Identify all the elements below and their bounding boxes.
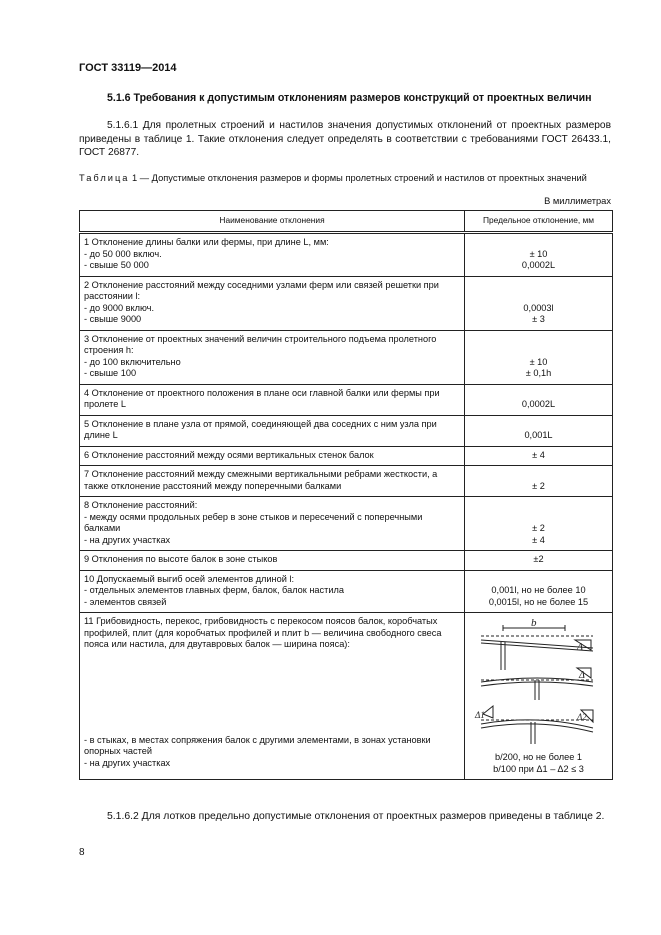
deviation-name-line: - до 50 000 включ. bbox=[84, 248, 162, 259]
deviation-name-line: 11 Грибовидность, перекос, грибовидность с перекосом поясов балок, коробчатых профилей, плит (для коробчатых профилей и плит b — величина свободного свеса пояса или настила, для двутавровых балок — ширина пояса): bbox=[84, 616, 442, 649]
deviation-name-line: 7 Отклонение расстояний между смежными вертикальными ребрами жесткости, а также отклонение расстояний между поперечными балками bbox=[84, 469, 438, 491]
limit-value-cell bbox=[465, 570, 613, 613]
table-caption bbox=[79, 172, 611, 184]
table-caption-word: Таблица bbox=[79, 173, 130, 183]
deviation-name-line: 2 Отклонение расстояний между соседними узлами ферм или связей решетки при расстоянии l: bbox=[84, 279, 439, 301]
document-header: ГОСТ 33119—2014 bbox=[79, 62, 177, 74]
limit-value: 0,001l, но не более 10 bbox=[491, 585, 586, 595]
deviation-name-cell bbox=[80, 233, 465, 277]
deviation-name-line: 5 Отклонение в плане узла от прямой, соединяющей два соседних с ним узла при длине L bbox=[84, 418, 437, 440]
deviation-name-line: - между осями продольных ребер в зоне стыков и пересечений с поперечными балками bbox=[84, 511, 423, 533]
table-row bbox=[80, 233, 613, 277]
table-header-row bbox=[80, 211, 613, 233]
deviation-name-line: 4 Отклонение от проектного положения в плане оси главной балки или фермы при пролете L bbox=[84, 387, 440, 409]
limit-value-cell bbox=[465, 384, 613, 415]
label-delta1: Δ1 bbox=[474, 710, 485, 720]
deviation-name-line: - свыше 50 000 bbox=[84, 260, 149, 270]
table-row bbox=[80, 570, 613, 613]
table-row bbox=[80, 276, 613, 330]
label-delta-2: Δ bbox=[578, 670, 585, 681]
label-b: b bbox=[530, 618, 536, 629]
deviation-name-cell bbox=[80, 497, 465, 551]
limit-value-cell bbox=[465, 497, 613, 551]
limit-value: 0,001L bbox=[524, 430, 553, 440]
deviation-name-cell bbox=[80, 613, 465, 780]
paragraph-5-1-6-1: 5.1.6.1 Для пролетных строений и настилов значения допустимых отклонений от проектных размеров приведены в таблице 1. Такие отклонения следует определять в соответствии с требованиями ГОСТ 26433.1, ГОСТ 26877. bbox=[79, 120, 611, 158]
limit-value: 0,0002L bbox=[521, 260, 556, 270]
limit-value-cell bbox=[465, 613, 613, 780]
paragraph-5-1-6-2: 5.1.6.2 Для лотков предельно допустимые отклонения от проектных размеров приведены в таблице 2. bbox=[107, 811, 605, 822]
table-row bbox=[80, 551, 613, 571]
deviation-name-cell bbox=[80, 466, 465, 497]
deviation-table bbox=[79, 210, 613, 780]
deviation-name-line: - свыше 100 bbox=[84, 368, 137, 378]
limit-value: ± 0,1h bbox=[525, 368, 552, 378]
column-header-name: Наименование отклонения bbox=[80, 211, 465, 233]
label-delta2: Δ2 bbox=[576, 712, 587, 722]
deviation-name-cell bbox=[80, 551, 465, 571]
table-row bbox=[80, 446, 613, 466]
deviation-name-line: - на других участках bbox=[84, 757, 171, 768]
limit-value: ± 10 bbox=[529, 248, 548, 259]
deviation-name-line: 9 Отклонения по высоте балок в зоне стыков bbox=[84, 554, 278, 564]
limit-value-cell bbox=[465, 466, 613, 497]
table-row bbox=[80, 415, 613, 446]
limit-value-cell bbox=[465, 276, 613, 330]
label-delta: Δ bbox=[576, 642, 583, 653]
table-row bbox=[80, 330, 613, 384]
table-row bbox=[80, 497, 613, 551]
limit-value: ± 2 bbox=[532, 480, 545, 491]
table-units: В миллиметрах bbox=[544, 196, 611, 206]
limit-value: 0,0003l bbox=[523, 302, 554, 313]
deviation-name-line: - на других участках bbox=[84, 534, 171, 545]
deviation-name-line: 1 Отклонение длины балки или фермы, при длине L, мм: bbox=[84, 237, 329, 247]
section-title: 5.1.6 Требования к допустимым отклонениям размеров конструкций от проектных величин bbox=[107, 92, 592, 104]
column-header-limit: Предельное отклонение, мм bbox=[465, 211, 613, 233]
deviation-name-line: - до 9000 включ. bbox=[84, 302, 155, 313]
deviation-name-line: - в стыках, в местах сопряжения балок с другими элементами, в зонах установки опорных частей bbox=[84, 734, 431, 756]
limit-value: ± 4 bbox=[532, 449, 545, 460]
deviation-name-line: - свыше 9000 bbox=[84, 314, 142, 324]
deviation-name-line: 10 Допускаемый выгиб осей элементов длиной l: bbox=[84, 573, 295, 584]
limit-value-cell bbox=[465, 551, 613, 571]
limit-value-cell bbox=[465, 446, 613, 466]
limit-value: b/200, но не более 1 bbox=[495, 752, 582, 762]
deviation-name-cell bbox=[80, 330, 465, 384]
spacer bbox=[84, 651, 460, 735]
limit-value: 0,0015l, но не более 15 bbox=[488, 596, 589, 607]
limit-value: ± 4 bbox=[532, 534, 545, 545]
deviation-name-line: - отдельных элементов главных ферм, балок, балок настила bbox=[84, 585, 344, 595]
table-row bbox=[80, 466, 613, 497]
flange-deviation-figure bbox=[473, 618, 605, 746]
limit-value: ± 2 bbox=[532, 523, 545, 533]
deviation-name-cell bbox=[80, 415, 465, 446]
limit-value: ±2 bbox=[533, 554, 544, 564]
limit-value-cell bbox=[465, 233, 613, 277]
limit-value-cell bbox=[465, 415, 613, 446]
deviation-name-cell bbox=[80, 446, 465, 466]
limit-value: ± 10 bbox=[529, 356, 548, 367]
deviation-name-cell bbox=[80, 384, 465, 415]
deviation-name-line: - до 100 включительно bbox=[84, 356, 181, 367]
deviation-name-line: - элементов связей bbox=[84, 596, 167, 607]
table-row bbox=[80, 384, 613, 415]
deviation-name-line: 3 Отклонение от проектных значений величин строительного подъема пролетного строения h: bbox=[84, 333, 437, 355]
limit-value: 0,0002L bbox=[521, 399, 556, 409]
table-caption-text: 1 — Допустимые отклонения размеров и формы пролетных строений и настилов от проектных значений bbox=[129, 173, 587, 183]
page-number: 8 bbox=[79, 847, 85, 858]
deviation-name-line: 6 Отклонение расстояний между осями вертикальных стенок балок bbox=[84, 449, 374, 460]
limit-value: b/100 при Δ1 – Δ2 ≤ 3 bbox=[493, 763, 584, 774]
deviation-name-cell bbox=[80, 570, 465, 613]
table-row bbox=[80, 613, 613, 780]
limit-value: ± 3 bbox=[532, 314, 545, 324]
deviation-name-line: 8 Отклонение расстояний: bbox=[84, 500, 198, 510]
deviation-name-cell bbox=[80, 276, 465, 330]
limit-value-cell bbox=[465, 330, 613, 384]
